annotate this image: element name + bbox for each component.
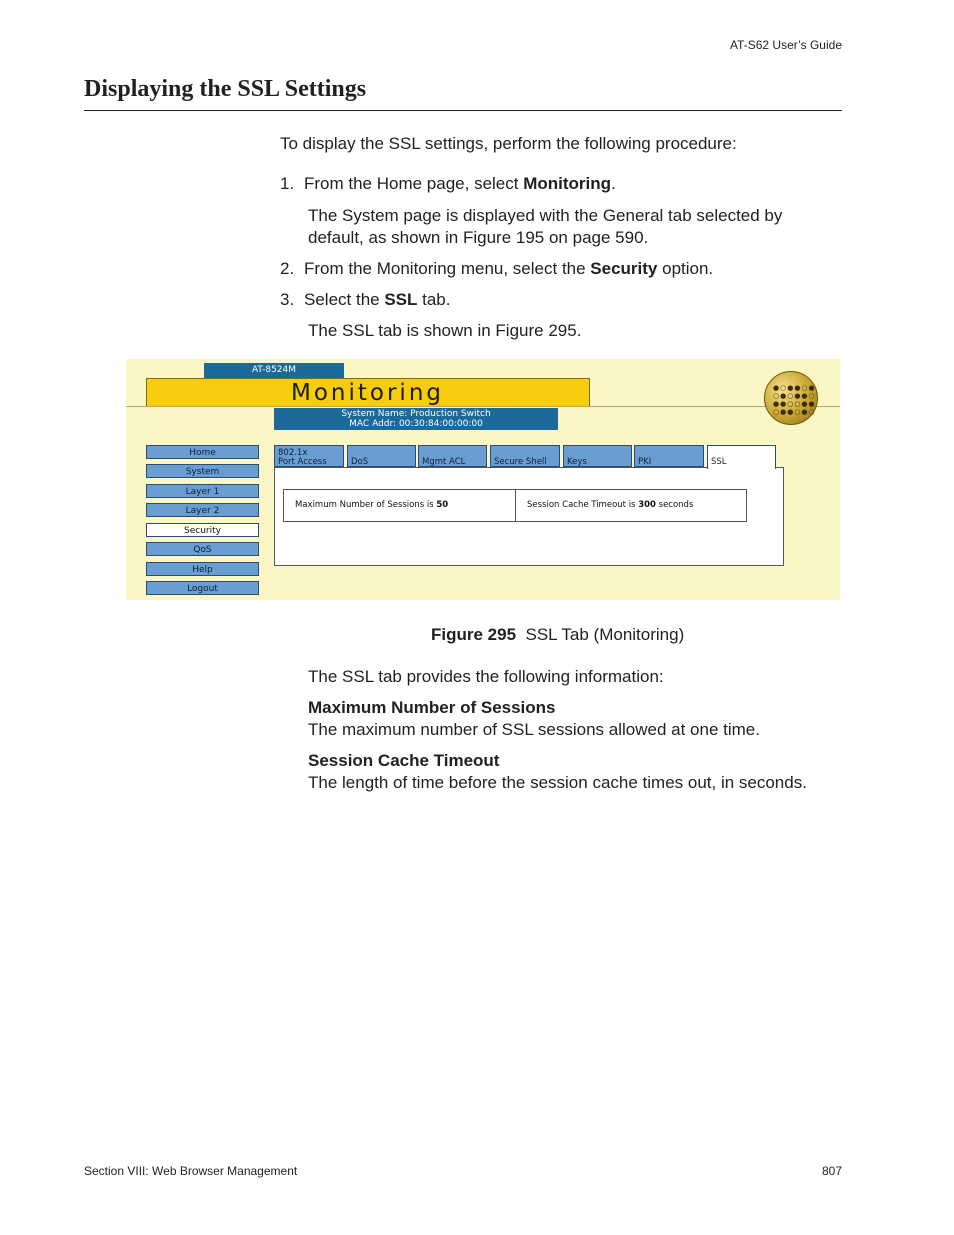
globe-logo-icon [764,371,818,425]
definition-term: Session Cache Timeout [308,751,500,770]
title-rule [84,110,842,111]
step-text: From the Monitoring menu, select the [304,259,591,278]
step-text-end: option. [657,259,714,278]
mac-address: MAC Addr: 00:30:84:00:00:00 [349,419,483,429]
cache-timeout-cell [516,490,693,521]
caption-text: SSL Tab (Monitoring) [525,625,685,644]
definition-term: Maximum Number of Sessions [308,698,556,717]
nav-layer-2[interactable]: Layer 2 [146,503,259,517]
ssl-settings-table [283,489,747,522]
figure-caption [431,625,684,645]
section-title: Displaying the SSL Settings [84,76,367,102]
tab-pki[interactable]: PKI [634,445,704,467]
max-sessions-label: Maximum Number of Sessions is [295,500,437,510]
nav-qos[interactable]: QoS [146,542,259,556]
footer-section: Section VIII: Web Browser Management [84,1164,298,1178]
step-number: 3. [280,290,295,309]
banner-divider [126,406,840,407]
note-line: The System page is displayed with the General tab selected by [308,206,783,225]
cache-timeout-unit: seconds [655,500,694,510]
tab-mgmt-acl[interactable]: Mgmt ACL [418,445,487,467]
cache-timeout-label: Session Cache Timeout is [527,500,639,510]
tab-secure-shell[interactable]: Secure Shell [490,445,560,467]
tab-ssl[interactable]: SSL [707,445,776,469]
tab-keys[interactable]: Keys [563,445,632,467]
step-text: Select the [304,290,385,309]
definition-max-sessions [308,697,760,741]
nav-system[interactable]: System [146,464,259,478]
definition-desc: The length of time before the session cache times out, in seconds. [308,773,807,792]
cache-timeout-value: 300 [638,500,656,510]
step-1-note [308,205,782,249]
nav-help[interactable]: Help [146,562,259,576]
system-info-box [274,408,558,430]
step-1 [280,173,616,195]
nav-layer-1[interactable]: Layer 1 [146,484,259,498]
info-intro: The SSL tab provides the following information: [308,667,664,686]
step-bold: SSL [384,290,418,309]
caption-label: Figure 295 [431,625,517,644]
step-3 [280,289,450,311]
step-text-end: . [611,174,616,193]
step-number: 2. [280,259,295,278]
ssl-settings-panel [274,467,784,566]
step-bold: Security [590,259,658,278]
nav-logout[interactable]: Logout [146,581,259,595]
step-3-note: The SSL tab is shown in Figure 295. [308,321,582,340]
tab-label-line: Port Access [278,457,327,467]
tab-label-line: 802.1x [278,448,308,458]
globe-pattern: ●○●●○● ○●○●●○ ●●○○●● ○●●○●○ [773,384,816,416]
step-2 [280,258,713,280]
banner-title: Monitoring [291,380,444,406]
definition-desc: The maximum number of SSL sessions allowed at one time. [308,720,760,739]
step-text: From the Home page, select [304,174,524,193]
ssl-tab-figure [126,359,840,600]
max-sessions-value: 50 [436,500,449,510]
nav-home[interactable]: Home [146,445,259,459]
step-bold: Monitoring [523,174,612,193]
page-number: 807 [821,1164,842,1178]
nav-security[interactable]: Security [146,523,259,537]
system-name: System Name: Production Switch [341,409,491,419]
tab-802-1x-port-access[interactable] [274,445,344,467]
tab-dos[interactable]: DoS [347,445,416,467]
monitoring-banner [146,378,590,407]
note-line: default, as shown in Figure 195 on page 590. [308,228,649,247]
max-sessions-cell [284,490,448,521]
model-label: AT-8524M [204,363,344,378]
intro-text: To display the SSL settings, perform the following procedure: [280,134,737,153]
definition-cache-timeout [308,750,807,794]
step-number: 1. [280,174,295,193]
step-text-end: tab. [417,290,451,309]
running-header: AT-S62 User’s Guide [729,38,842,52]
